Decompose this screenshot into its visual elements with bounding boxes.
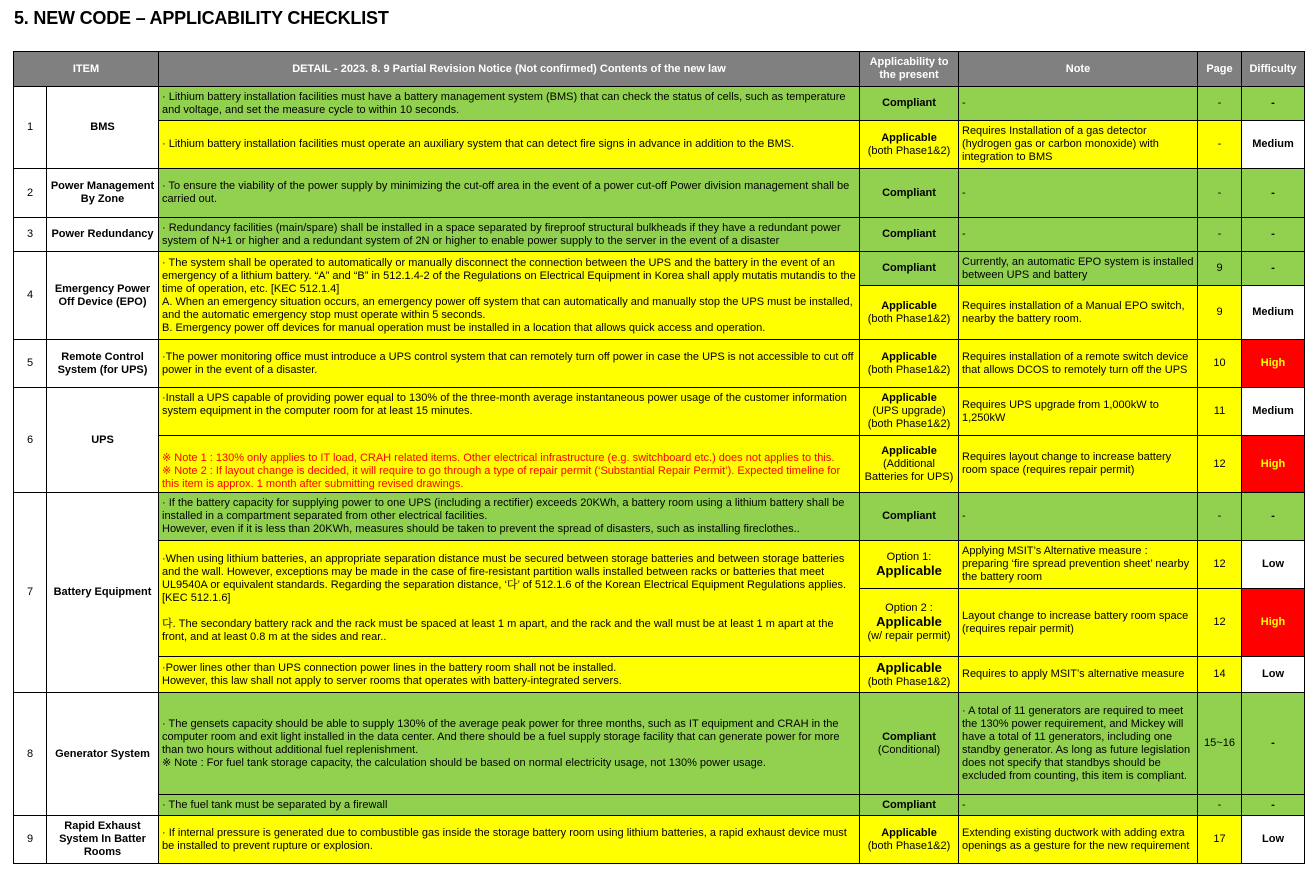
table-row xyxy=(14,816,1305,864)
page-cell: 12 xyxy=(1198,589,1242,657)
note-cell: - xyxy=(959,795,1198,816)
page-cell: 11 xyxy=(1198,388,1242,436)
table-row xyxy=(14,121,1305,169)
item-name: Emergency Power Off Device (EPO) xyxy=(47,252,159,340)
item-number: 9 xyxy=(14,816,47,864)
difficulty-cell: High xyxy=(1242,436,1305,493)
table-row xyxy=(14,657,1305,693)
difficulty-cell: - xyxy=(1242,795,1305,816)
item-number: 8 xyxy=(14,693,47,816)
difficulty-cell: - xyxy=(1242,218,1305,252)
note-cell: Requires installation of a Manual EPO switch, nearby the battery room. xyxy=(959,286,1198,340)
table-row xyxy=(14,252,1305,286)
header-page: Page xyxy=(1198,52,1242,87)
checklist-table xyxy=(13,51,1305,864)
applicability-cell: Applicable (both Phase1&2) xyxy=(860,121,959,169)
difficulty-cell: Low xyxy=(1242,541,1305,589)
page-cell: - xyxy=(1198,169,1242,218)
page-cell: - xyxy=(1198,218,1242,252)
difficulty-cell: High xyxy=(1242,589,1305,657)
note-cell: - xyxy=(959,218,1198,252)
item-name: Generator System xyxy=(47,693,159,816)
applicability-cell: Applicable (both Phase1&2) xyxy=(860,340,959,388)
detail-cell: ·Power lines other than UPS connection power lines in the battery room shall not be installed. However, this law shall not apply to server rooms that operates with battery-integrated servers. xyxy=(159,657,860,693)
item-name: Battery Equipment xyxy=(47,493,159,693)
header-applicability: Applicability to the present xyxy=(860,52,959,87)
table-row xyxy=(14,541,1305,589)
applicability-cell: Compliant xyxy=(860,493,959,541)
page-cell: 9 xyxy=(1198,252,1242,286)
header-row xyxy=(14,52,1305,87)
note-cell: Requires to apply MSIT’s alternative measure xyxy=(959,657,1198,693)
note-cell: - xyxy=(959,169,1198,218)
difficulty-cell: - xyxy=(1242,252,1305,286)
page-cell: - xyxy=(1198,121,1242,169)
applicability-cell: Applicable (both Phase1&2) xyxy=(860,657,959,693)
difficulty-cell: - xyxy=(1242,493,1305,541)
page-cell: 10 xyxy=(1198,340,1242,388)
detail-cell: ·When using lithium batteries, an appropriate separation distance must be secured between storage batteries and between storage batteries and the wall. However, exceptions may be made in the case of fire-resistant partition walls installed between racks or batteries that meet UL9540A or equivalent standards. Regarding the separation distance, ‘다’ of 512.1.6 of the Korean Electrical Equipment Regulations applies. [KEC 512.1.6] 다. The secondary battery rack and the rack must be spaced at least 1 m apart, and the rack and the wall must be at least 1 m apart at the front, and at least 0.8 m at the sides and rear.. xyxy=(159,541,860,657)
applicability-cell: Applicable (both Phase1&2) xyxy=(860,816,959,864)
item-name: Power Management By Zone xyxy=(47,169,159,218)
detail-cell: · The system shall be operated to automatically or manually disconnect the connection between the UPS and the battery in the event of an emergency of a lithium battery. “A” and “B” in 512.1.4-2 of the Regulations on Electrical Equipment in Korea shall apply mutatis mutandis to the time of operation, etc. [KEC 512.1.4] A. When an emergency situation occurs, an emergency power off system that can automatically and manually stop the UPS must be installed, and the automatic emergency stop must operate within 5 seconds. B. Emergency power off devices for manual operation must be installed in a location that allows quick access and operation. xyxy=(159,252,860,340)
table-row xyxy=(14,340,1305,388)
note-cell: Currently, an automatic EPO system is installed between UPS and battery xyxy=(959,252,1198,286)
item-name: Remote Control System (for UPS) xyxy=(47,340,159,388)
note-cell: Requires UPS upgrade from 1,000kW to 1,250kW xyxy=(959,388,1198,436)
detail-cell: · If internal pressure is generated due to combustible gas inside the storage battery room using lithium batteries, a rapid exhaust device must be installed to prevent rupture or explosion. xyxy=(159,816,860,864)
difficulty-cell: - xyxy=(1242,693,1305,795)
table-row xyxy=(14,795,1305,816)
applicability-cell: Compliant xyxy=(860,218,959,252)
table-row xyxy=(14,169,1305,218)
item-name: UPS xyxy=(47,388,159,493)
detail-cell: ·Install a UPS capable of providing power equal to 130% of the three-month average instantaneous power usage of the customer information system equipment in the computer room for at least 15 minutes. xyxy=(159,388,860,436)
page-cell: 12 xyxy=(1198,541,1242,589)
detail-cell: ·The power monitoring office must introduce a UPS control system that can remotely turn off power in case the UPS is not accessible to cut off power in the event of a disaster. xyxy=(159,340,860,388)
item-number: 3 xyxy=(14,218,47,252)
applicability-cell: Compliant xyxy=(860,87,959,121)
difficulty-cell: Low xyxy=(1242,657,1305,693)
page-cell: - xyxy=(1198,493,1242,541)
page-cell: 9 xyxy=(1198,286,1242,340)
table-row xyxy=(14,436,1305,493)
page-title: 5. NEW CODE – APPLICABILITY CHECKLIST xyxy=(14,8,389,28)
page-cell: - xyxy=(1198,87,1242,121)
difficulty-cell: Medium xyxy=(1242,388,1305,436)
note-cell: - xyxy=(959,493,1198,541)
applicability-cell: Option 1: Applicable xyxy=(860,541,959,589)
detail-cell: ※ Note 1 : 130% only applies to IT load, CRAH related items. Other electrical infrastructure (e.g. switchboard etc.) does not applies to this. ※ Note 2 : If layout change is decided, it will require to go through a type of repair permit (‘Substantial Repair Permit’). Expected timeline for this item is approx. 1 month after submitting revised drawings. xyxy=(159,436,860,493)
item-number: 5 xyxy=(14,340,47,388)
note-cell: Layout change to increase battery room space (requires repair permit) xyxy=(959,589,1198,657)
difficulty-cell: - xyxy=(1242,87,1305,121)
item-name: Rapid Exhaust System In Batter Rooms xyxy=(47,816,159,864)
difficulty-cell: Medium xyxy=(1242,286,1305,340)
header-difficulty: Difficulty xyxy=(1242,52,1305,87)
table-row xyxy=(14,493,1305,541)
applicability-cell: Compliant xyxy=(860,252,959,286)
applicability-cell: Compliant xyxy=(860,795,959,816)
table-row xyxy=(14,388,1305,436)
table-row xyxy=(14,87,1305,121)
header-item: ITEM xyxy=(14,52,159,87)
note-cell: Requires layout change to increase battery room space (requires repair permit) xyxy=(959,436,1198,493)
item-number: 4 xyxy=(14,252,47,340)
page-cell: - xyxy=(1198,795,1242,816)
detail-cell: · Lithium battery installation facilities must have a battery management system (BMS) that can check the status of cells, such as temperature and voltage, and set the measure cycle to within 10 seconds. xyxy=(159,87,860,121)
applicability-cell: Compliant xyxy=(860,169,959,218)
note-cell: Extending existing ductwork with adding extra openings as a gesture for the new requirement xyxy=(959,816,1198,864)
item-number: 7 xyxy=(14,493,47,693)
header-note: Note xyxy=(959,52,1198,87)
difficulty-cell: Medium xyxy=(1242,121,1305,169)
page-cell: 14 xyxy=(1198,657,1242,693)
applicability-cell: Applicable (both Phase1&2) xyxy=(860,286,959,340)
detail-cell: · If the battery capacity for supplying power to one UPS (including a rectifier) exceeds 20KWh, a battery room using a lithium battery shall be installed in a compartment separated from other electrical facilities. However, even if it is less than 20KWh, measures should be taken to prevent the spread of disasters, such as installing fireclothes.. xyxy=(159,493,860,541)
item-number: 2 xyxy=(14,169,47,218)
header-detail: DETAIL - 2023. 8. 9 Partial Revision Notice (Not confirmed) Contents of the new law xyxy=(159,52,860,87)
note-cell: Requires installation of a remote switch device that allows DCOS to remotely turn off the UPS xyxy=(959,340,1198,388)
detail-cell: · To ensure the viability of the power supply by minimizing the cut-off area in the event of a power cut-off Power division management shall be carried out. xyxy=(159,169,860,218)
detail-cell: · The fuel tank must be separated by a firewall xyxy=(159,795,860,816)
note-cell: · A total of 11 generators are required to meet the 130% power requirement, and Mickey will have a total of 11 generators, including one standby generator. As long as future legislation does not specify that standbys should be excluded from counting, this item is compliant. xyxy=(959,693,1198,795)
applicability-cell: Compliant (Conditional) xyxy=(860,693,959,795)
applicability-cell: Applicable (Additional Batteries for UPS) xyxy=(860,436,959,493)
difficulty-cell: - xyxy=(1242,169,1305,218)
page-cell: 12 xyxy=(1198,436,1242,493)
applicability-cell: Applicable (UPS upgrade) (both Phase1&2) xyxy=(860,388,959,436)
note-cell: - xyxy=(959,87,1198,121)
item-name: BMS xyxy=(47,87,159,169)
detail-cell: · The gensets capacity should be able to supply 130% of the average peak power for three months, such as IT equipment and CRAH in the computer room and exit light installed in the data center. And there should be a fuel supply storage facility that can generate power for more than two hours without additional fuel replenishment. ※ Note : For fuel tank storage capacity, the calculation should be based on normal electricity usage, not 130% power usage. xyxy=(159,693,860,795)
detail-cell: · Lithium battery installation facilities must operate an auxiliary system that can detect fire signs in advance in addition to the BMS. xyxy=(159,121,860,169)
note-cell: Requires Installation of a gas detector (hydrogen gas or carbon monoxide) with integration to BMS xyxy=(959,121,1198,169)
table-row xyxy=(14,218,1305,252)
page-cell: 15~16 xyxy=(1198,693,1242,795)
difficulty-cell: High xyxy=(1242,340,1305,388)
difficulty-cell: Low xyxy=(1242,816,1305,864)
item-number: 6 xyxy=(14,388,47,493)
item-name: Power Redundancy xyxy=(47,218,159,252)
table-row xyxy=(14,693,1305,795)
applicability-cell: Option 2 : Applicable (w/ repair permit) xyxy=(860,589,959,657)
detail-cell: · Redundancy facilities (main/spare) shall be installed in a space separated by fireproof structural bulkheads if they have a redundant power system of N+1 or higher and a redundant system of 2N or higher to enable power supply to the server in the event of a disaster xyxy=(159,218,860,252)
item-number: 1 xyxy=(14,87,47,169)
page-cell: 17 xyxy=(1198,816,1242,864)
note-cell: Applying MSIT’s Alternative measure : preparing ‘fire spread prevention sheet’ nearby the battery room xyxy=(959,541,1198,589)
